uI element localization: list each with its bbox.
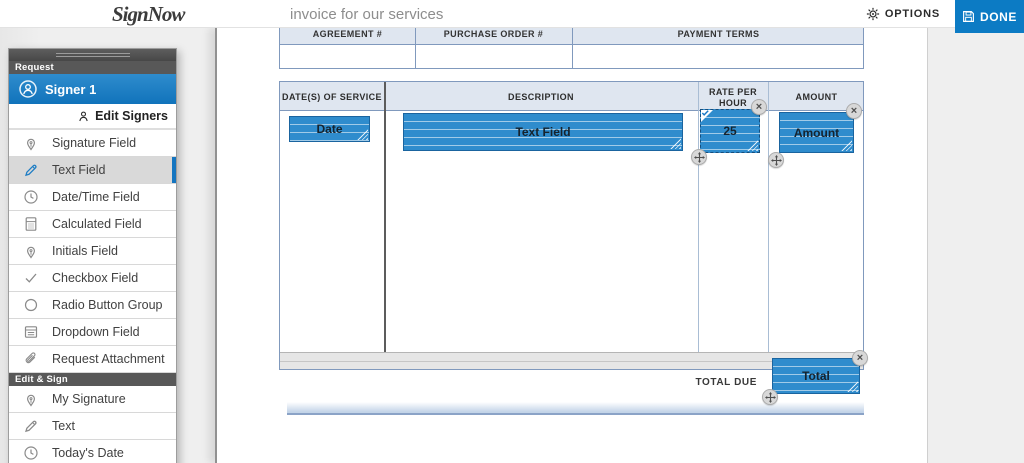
move-field-rate-handle[interactable] <box>691 149 707 165</box>
signer-avatar-icon <box>19 80 37 98</box>
pencil-icon <box>23 162 39 178</box>
invoice-footer-band <box>287 402 864 415</box>
request-section-header: Request <box>9 61 176 74</box>
sidebar-item-label: Text Field <box>52 163 106 177</box>
fields-sidebar <box>8 48 177 463</box>
sidebar-item-my-signature[interactable] <box>9 386 176 413</box>
col-header-agreement: AGREEMENT # <box>312 29 383 39</box>
sidebar-item-dropdown-field[interactable] <box>9 319 176 346</box>
field-rate[interactable] <box>700 109 760 153</box>
sidebar-item-text-field[interactable] <box>9 157 176 184</box>
person-icon <box>77 110 90 123</box>
done-label: DONE <box>979 9 1018 24</box>
document-page <box>215 28 928 463</box>
sidebar-item-label: Dropdown Field <box>52 325 140 339</box>
clock-icon <box>23 445 39 461</box>
field-text[interactable] <box>403 113 683 151</box>
move-field-amount-handle[interactable] <box>768 152 784 168</box>
options-label: OPTIONS <box>884 8 940 20</box>
field-date-label: Date <box>316 122 343 136</box>
agreement-table <box>279 28 864 69</box>
move-field-total-handle[interactable] <box>762 389 778 405</box>
total-due-label: TOTAL DUE <box>695 377 757 388</box>
delete-field-amount-button[interactable]: × <box>846 103 862 119</box>
resize-handle[interactable] <box>841 140 852 151</box>
delete-field-rate-button[interactable]: × <box>751 99 767 115</box>
field-amount-label: Amount <box>793 125 840 140</box>
options-button[interactable] <box>866 0 940 28</box>
pen-nib-icon <box>23 391 39 407</box>
clock-icon <box>23 189 39 205</box>
sidebar-item-radio-button-group[interactable] <box>9 292 176 319</box>
calculator-icon <box>23 216 39 232</box>
sidebar-item-initials-field[interactable] <box>9 238 176 265</box>
sidebar-item-signature-field[interactable] <box>9 130 176 157</box>
dropdown-box-icon <box>23 324 39 340</box>
field-amount[interactable] <box>779 112 854 153</box>
field-rate-label: 25 <box>723 124 737 138</box>
sidebar-item-label: Initials Field <box>52 244 118 258</box>
resize-handle[interactable] <box>357 129 368 140</box>
sidebar-item-checkbox-field[interactable] <box>9 265 176 292</box>
col-header-rate-per-hour: RATE PER HOUR <box>708 87 758 109</box>
gear-icon <box>866 7 880 21</box>
sidebar-item-request-attachment[interactable] <box>9 346 176 373</box>
field-total-label: Total <box>802 369 830 383</box>
sidebar-item-label: Signature Field <box>52 136 137 150</box>
col-header-amount: AMOUNT <box>795 92 838 102</box>
sidebar-item-label: Radio Button Group <box>52 298 163 312</box>
field-text-label: Text Field <box>515 125 571 139</box>
signnow-logo: SignNow <box>112 2 185 26</box>
sidebar-item-label: Checkbox Field <box>52 271 139 285</box>
paperclip-icon <box>23 351 39 367</box>
col-header-description: DESCRIPTION <box>508 92 574 102</box>
sidebar-item-text[interactable] <box>9 413 176 440</box>
pencil-icon <box>23 418 39 434</box>
checkmark-icon <box>23 270 39 286</box>
signer-1-item[interactable] <box>9 74 176 104</box>
save-icon <box>962 10 975 23</box>
pen-nib-icon <box>23 243 39 259</box>
sidebar-item-label: My Signature <box>52 392 126 406</box>
sidebar-item-datetime-field[interactable] <box>9 184 176 211</box>
done-button[interactable] <box>955 0 1024 33</box>
sidebar-item-todays-date[interactable] <box>9 440 176 463</box>
col-header-dates-of-service: DATE(S) OF SERVICE <box>282 92 382 102</box>
resize-handle[interactable] <box>747 140 758 151</box>
top-toolbar <box>0 0 1024 28</box>
col-header-purchase-order: PURCHASE ORDER # <box>443 29 544 39</box>
pen-nib-icon <box>23 135 39 151</box>
sidebar-item-label: Request Attachment <box>52 352 165 366</box>
signer-name: Signer 1 <box>45 81 97 97</box>
sidebar-item-label: Date/Time Field <box>52 190 140 204</box>
required-check-icon <box>701 109 710 118</box>
sidebar-item-label: Today's Date <box>52 446 124 460</box>
sidebar-item-calculated-field[interactable] <box>9 211 176 238</box>
resize-handle[interactable] <box>847 381 858 392</box>
document-title: invoice for our services <box>290 6 444 23</box>
field-total[interactable] <box>772 358 860 394</box>
delete-field-total-button[interactable]: × <box>852 350 868 366</box>
sidebar-drag-handle[interactable] <box>9 49 176 61</box>
edit-sign-section-header: Edit & Sign <box>9 373 176 386</box>
resize-handle[interactable] <box>670 138 681 149</box>
sidebar-item-label: Text <box>52 419 75 433</box>
edit-signers-button[interactable] <box>9 104 176 130</box>
edit-signers-label: Edit Signers <box>95 109 168 123</box>
col-header-payment-terms: PAYMENT TERMS <box>677 29 760 39</box>
radio-circle-icon <box>23 297 39 313</box>
sidebar-item-label: Calculated Field <box>52 217 142 231</box>
field-date[interactable] <box>289 116 370 142</box>
